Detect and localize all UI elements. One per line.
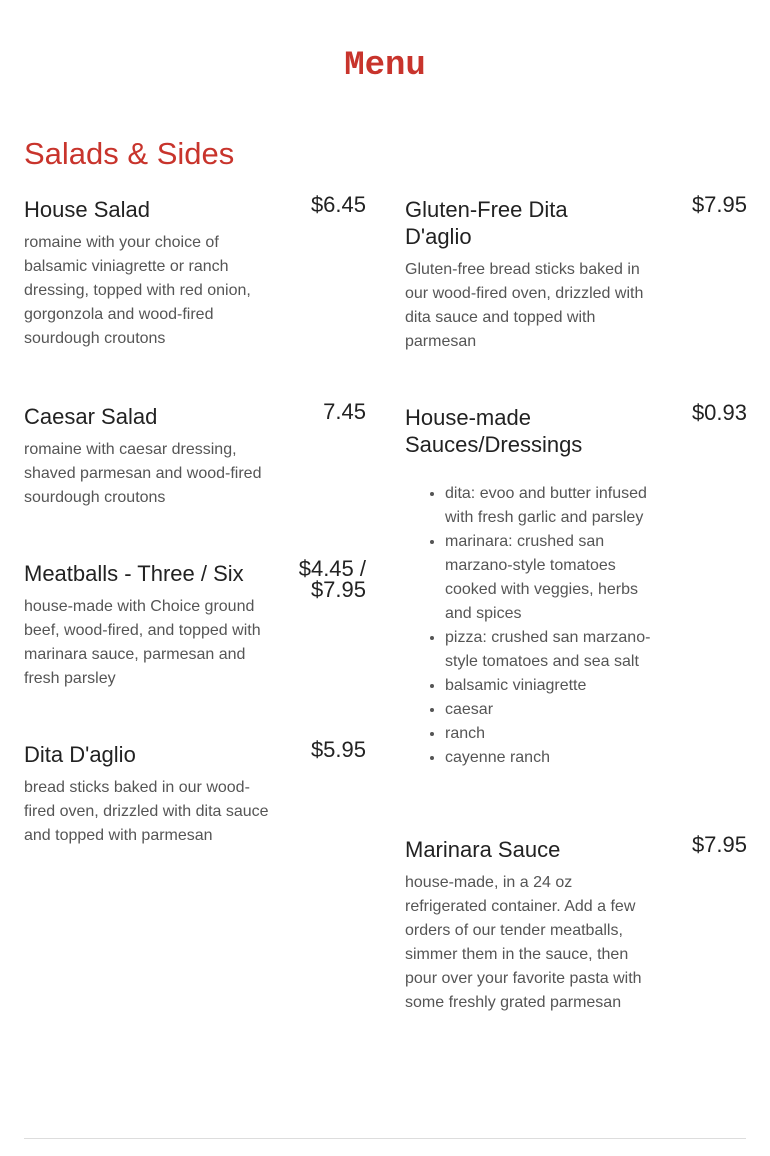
item-price: $7.95 bbox=[691, 832, 747, 857]
item-name: Marinara Sauce bbox=[405, 837, 561, 862]
item-description: Gluten-free bread sticks baked in our wood-fired oven, drizzled with dita sauce and topped with parmesan bbox=[405, 261, 644, 350]
item-price: $5.95 bbox=[310, 737, 366, 762]
menu-column-left bbox=[24, 192, 366, 848]
item-description: house-made, in a 24 oz refrigerated container. Add a few orders of our tender meatballs, simmer them in the sauce, then pour over your favorite pasta with some freshly grated parmesan bbox=[405, 874, 642, 1011]
menu-column-right bbox=[405, 192, 747, 1015]
item-price: $0.93 bbox=[691, 400, 747, 425]
menu-item bbox=[24, 737, 366, 848]
sauce-list-item: • balsamic viniagrette bbox=[445, 674, 651, 698]
menu-item bbox=[24, 399, 366, 510]
item-description: house-made with Choice ground beef, wood-fired, and topped with marinara sauce, parmesan and fresh parsley bbox=[24, 598, 261, 687]
item-price: $6.45 bbox=[310, 192, 366, 217]
menu-item bbox=[405, 192, 747, 354]
menu-item bbox=[405, 832, 747, 1015]
footer-divider bbox=[24, 1138, 746, 1139]
page-title: Menu bbox=[344, 47, 426, 85]
sauce-list-item: • marinara: crushed san marzano-style tomatoes cooked with veggies, herbs and spices bbox=[445, 530, 651, 626]
item-description: bread sticks baked in our wood-fired oven, drizzled with dita sauce and topped with parmesan bbox=[24, 779, 269, 844]
sauce-list bbox=[405, 482, 651, 770]
section-title: Salads & Sides bbox=[24, 136, 235, 171]
menu-item bbox=[24, 556, 366, 691]
item-name: Caesar Salad bbox=[24, 404, 158, 429]
menu-item bbox=[24, 192, 366, 351]
item-price: $4.45 / $7.95 bbox=[298, 556, 366, 602]
item-description: romaine with caesar dressing, shaved parmesan and wood-fired sourdough croutons bbox=[24, 441, 262, 506]
item-name: Dita D'aglio bbox=[24, 742, 136, 767]
sauce-list-item: • ranch bbox=[445, 722, 651, 746]
item-price: 7.45 bbox=[323, 399, 366, 424]
item-name: Meatballs - Three / Six bbox=[24, 561, 244, 586]
item-name: House Salad bbox=[24, 197, 150, 222]
item-name: Gluten-Free Dita D'aglio bbox=[405, 197, 568, 249]
item-price: $7.95 bbox=[691, 192, 747, 217]
sauce-list-item: • pizza: crushed san marzano-style tomatoes and sea salt bbox=[445, 626, 651, 674]
item-description: romaine with your choice of balsamic viniagrette or ranch dressing, topped with red onion, gorgonzola and wood-fired sourdough croutons bbox=[24, 234, 251, 347]
sauce-list-item: • caesar bbox=[445, 698, 651, 722]
sauce-list-item: • cayenne ranch bbox=[445, 746, 651, 770]
menu-item bbox=[405, 400, 747, 770]
item-name: House-made Sauces/Dressings bbox=[405, 405, 583, 457]
sauce-list-item: • dita: evoo and butter infused with fresh garlic and parsley bbox=[445, 482, 651, 530]
